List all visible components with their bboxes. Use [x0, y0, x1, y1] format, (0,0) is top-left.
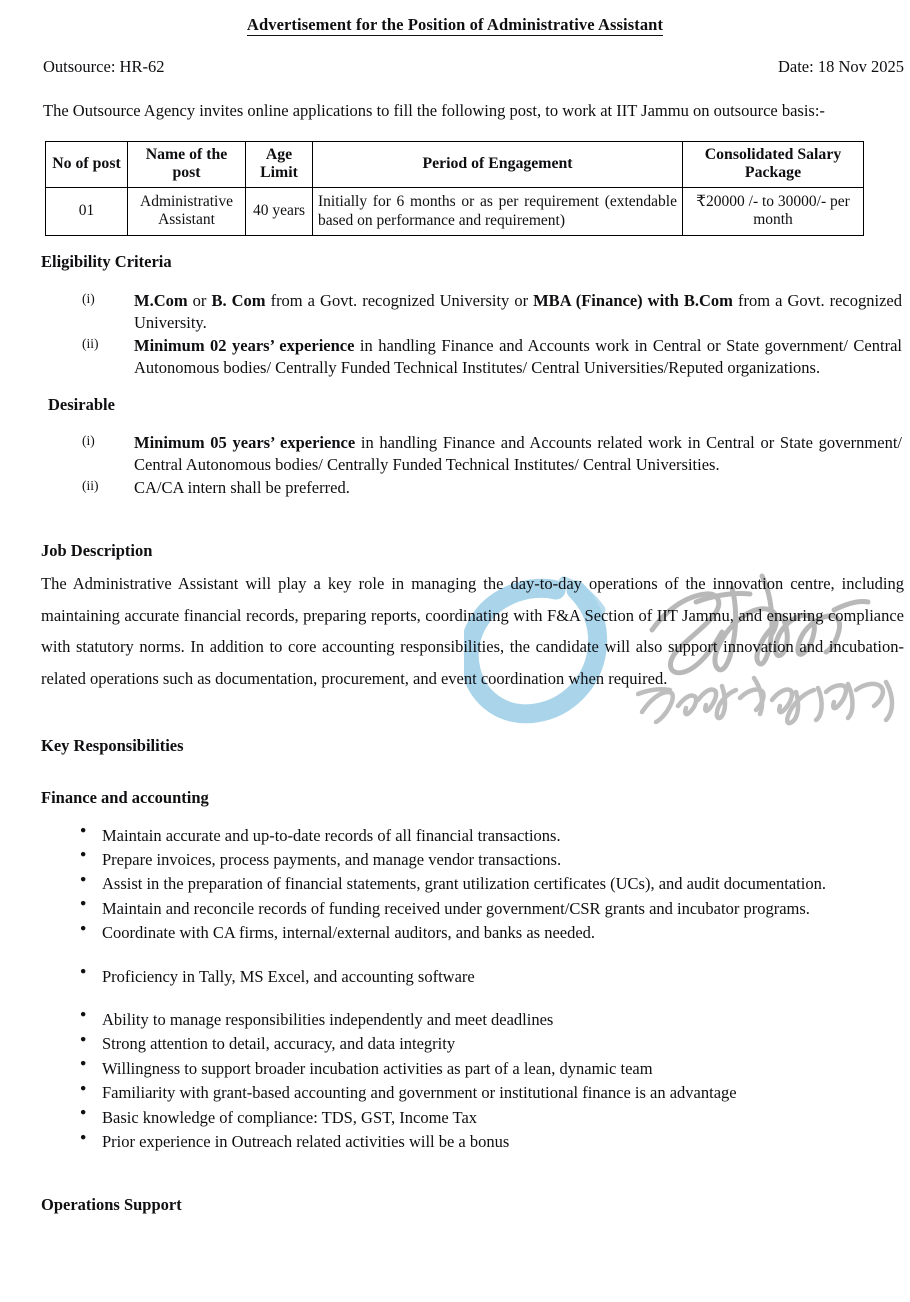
page-title-text: Advertisement for the Position of Administrative Assistant	[246, 15, 664, 34]
list-item: ● Proficiency in Tally, MS Excel, and accounting software	[0, 965, 910, 989]
list-item	[0, 335, 910, 379]
list-item-marker: (ii)	[82, 336, 99, 352]
list-item: ● Assist in the preparation of financial statements, grant utilization certificates (UCs), and audit documentation.	[0, 872, 910, 896]
list-item-text: M.Com or B. Com from a Govt. recognized University or MBA (Finance) with B.Com from a Govt. recognized University.	[134, 291, 902, 333]
section-heading-eligibility: Eligibility Criteria	[41, 252, 172, 272]
section-heading-key-responsibilities: Key Responsibilities	[41, 735, 184, 755]
list-item: ● Ability to manage responsibilities independently and meet deadlines	[0, 1008, 910, 1032]
page-title	[0, 15, 910, 35]
col-header-age-limit: Age Limit	[246, 142, 313, 188]
cell-salary-package: ₹20000 /- to 30000/- per month	[683, 187, 864, 236]
list-item: ● Willingness to support broader incubation activities as part of a lean, dynamic team	[0, 1057, 910, 1081]
reference-number: Outsource: HR-62	[43, 57, 165, 76]
list-item-text: CA/CA intern shall be preferred.	[134, 477, 350, 497]
list-item: ● Maintain accurate and up-to-date records of all financial transactions.	[0, 824, 910, 848]
list-item: ● Maintain and reconcile records of funding received under government/CSR grants and incubator programs.	[0, 897, 910, 921]
section-heading-desirable: Desirable	[48, 395, 115, 415]
eligibility-criteria-list	[0, 290, 910, 379]
job-description-paragraph: The Administrative Assistant will play a key role in managing the day-to-day operations of the innovation centre, including maintaining accurate financial records, preparing reports, coordinating with F&A Section of IIT Jammu, and ensuring compliance with statutory norms. In addition to core accounting responsibilities, the candidate will also support innovation and incubation-related operations such as documentation, procurement, and event coordination when required.	[41, 573, 904, 688]
subsection-heading-finance-and-accounting: Finance and accounting	[41, 787, 209, 807]
col-header-salary-package: Consolidated Salary Package	[683, 142, 864, 188]
table-row	[46, 187, 864, 236]
list-item: ● Prior experience in Outreach related activities will be a bonus	[0, 1130, 910, 1154]
list-item: ● Basic knowledge of compliance: TDS, GST, Income Tax	[0, 1106, 910, 1130]
list-item	[0, 477, 910, 499]
list-item-text: Minimum 02 years’ experience in handling Finance and Accounts work in Central or State government/ Central Autonomous bodies/ Centrally Funded Technical Institutes/ Central Universities/Reputed organizations.	[134, 336, 902, 378]
cell-name-of-post: Administrative Assistant	[128, 187, 246, 236]
section-heading-job-description: Job Description	[41, 540, 153, 560]
document-meta-row	[0, 57, 910, 77]
cell-age-limit: 40 years	[246, 187, 313, 236]
list-item-marker: (i)	[82, 433, 95, 449]
list-item-text: Minimum 05 years’ experience in handling Finance and Accounts related work in Central or State government/ Central Autonomous bodies/ Centrally Funded Technical Institutes/ Central Universities.	[134, 433, 902, 474]
list-item-marker: (i)	[82, 291, 95, 307]
col-header-period-of-engagement: Period of Engagement	[313, 142, 683, 188]
document-content	[0, 15, 910, 1215]
document-date: Date: 18 Nov 2025	[777, 57, 904, 76]
cell-period-of-engagement: Initially for 6 months or as per requirement (extendable based on performance and requirement)	[313, 187, 683, 236]
cell-no-of-post: 01	[46, 187, 128, 236]
desirable-criteria-list	[0, 432, 910, 499]
list-item-marker: (ii)	[82, 477, 99, 493]
list-item	[0, 290, 910, 334]
list-item: ● Coordinate with CA firms, internal/external auditors, and banks as needed.	[0, 921, 910, 945]
col-header-name-of-post: Name of the post	[128, 142, 246, 188]
list-item: ● Prepare invoices, process payments, and manage vendor transactions.	[0, 848, 910, 872]
list-item: ● Familiarity with grant-based accounting and government or institutional finance is an advantage	[0, 1081, 910, 1105]
col-header-no-of-post: No of post	[46, 142, 128, 188]
post-details-table	[45, 141, 864, 236]
subsection-heading-operations-support: Operations Support	[41, 1195, 182, 1215]
list-item	[0, 432, 910, 476]
table-header-row	[46, 142, 864, 188]
intro-paragraph: The Outsource Agency invites online applications to fill the following post, to work at IIT Jammu on outsource basis:-	[43, 101, 825, 120]
finance-and-accounting-bullet-list	[0, 824, 910, 1155]
list-item: ● Strong attention to detail, accuracy, and data integrity	[0, 1032, 910, 1056]
